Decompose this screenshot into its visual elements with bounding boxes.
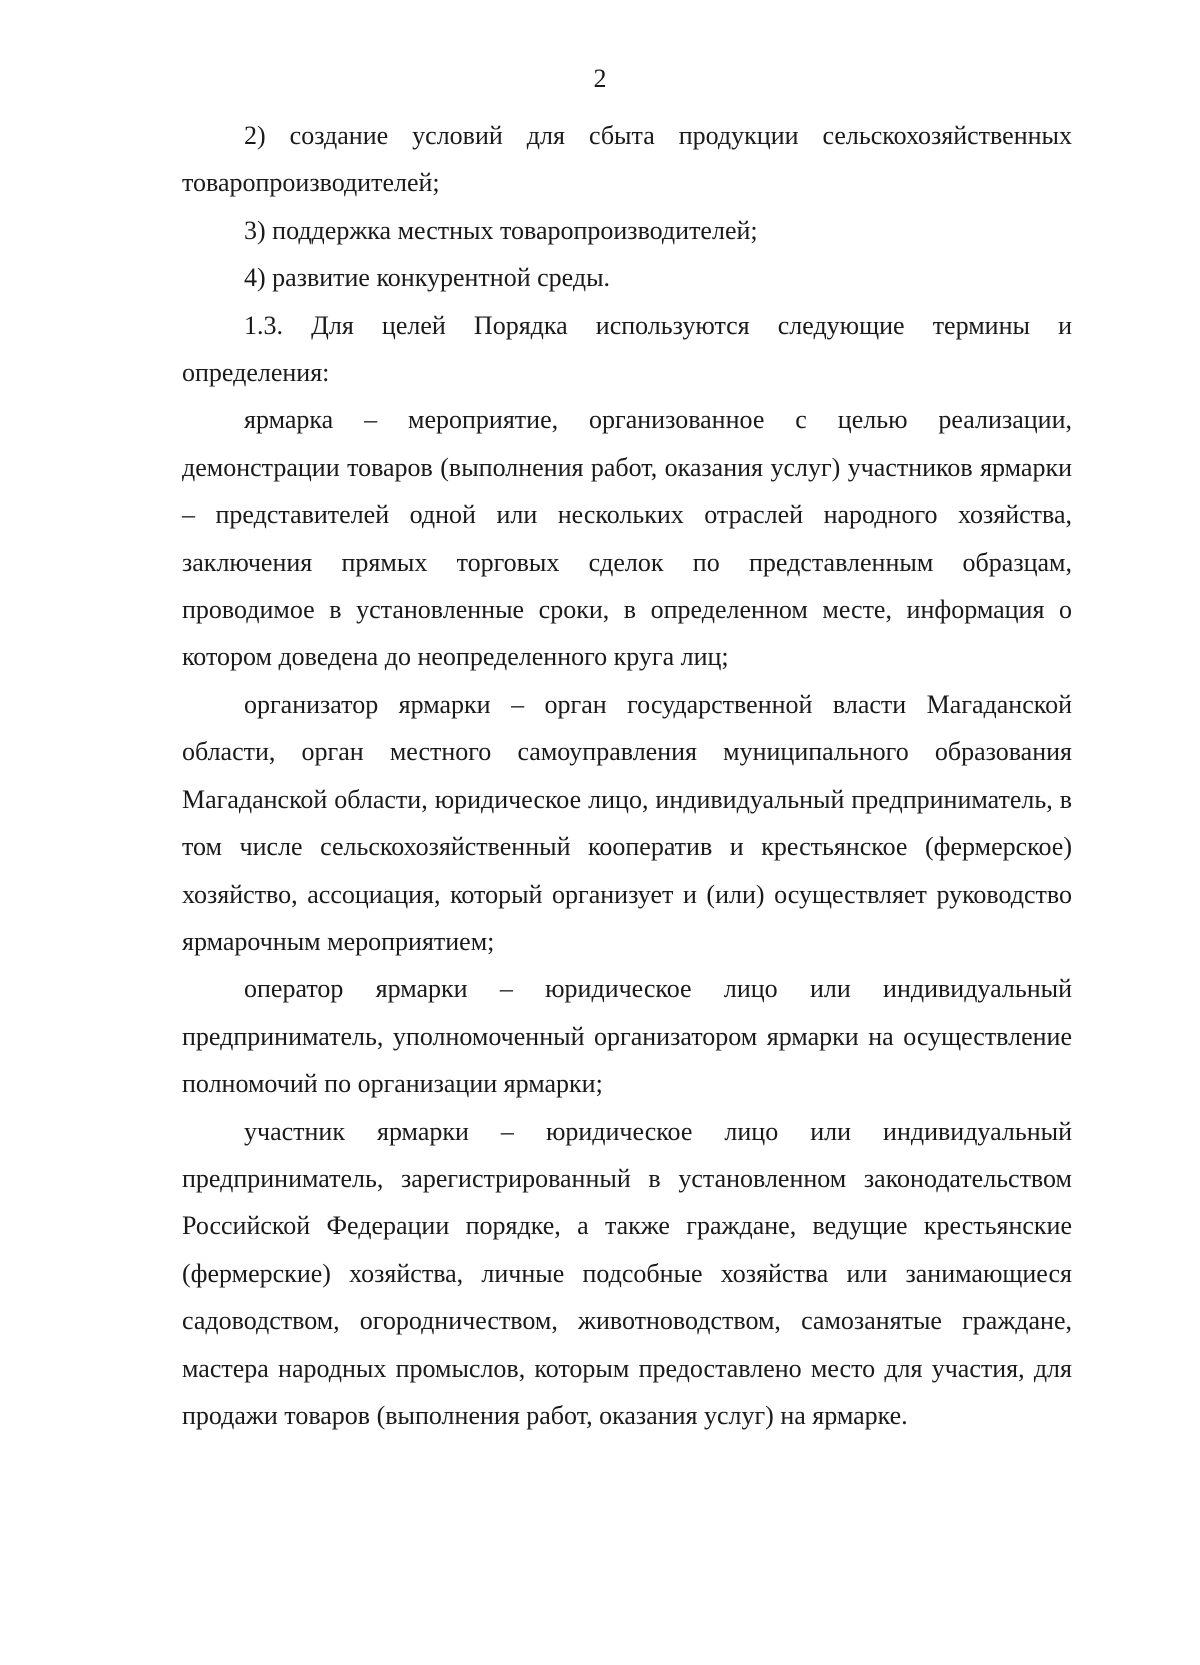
paragraph-definition-participant: участник ярмарки – юридическое лицо или индивидуальный предприниматель, зарегистрированный в установленном законодательством Российской Федерации порядке, а также граждане, ведущие крестьянские (фермерские) хозяйства, личные подсобные хозяйства или занимающиеся садоводством, огородничеством, животноводством, самозанятые граждане, мастера народных промыслов, которым предоставлено место для участия, для продажи товаров (выполнения работ, оказания услуг) на ярмарке. bbox=[182, 1116, 1072, 1430]
paragraph-definition-organizer: организатор ярмарки – орган государственной власти Магаданской области, орган местного самоуправления муниципального образования Магаданской области, юридическое лицо, индивидуальный предприниматель, в том числе сельскохозяйственный кооператив и крестьянское (фермерское) хозяйство, ассоциация, который организует и (или) осуществляет руководство ярмарочным мероприятием; bbox=[182, 689, 1072, 956]
body-text-block-1 bbox=[182, 112, 1072, 1439]
paragraph-item-3: 3) поддержка местных товаропроизводителей; bbox=[244, 215, 758, 245]
page-number: 2 bbox=[593, 64, 607, 93]
paragraph-clause-1-3: 1.3. Для целей Порядка используются следующие термины и определения: bbox=[182, 310, 1072, 388]
paragraph-definition-operator: оператор ярмарки – юридическое лицо или индивидуальный предприниматель, уполномоченный организатором ярмарки на осуществление полномочий по организации ярмарки; bbox=[182, 974, 1072, 1099]
paragraph-definition-yarmarka: ярмарка – мероприятие, организованное с целью реализации, демонстрации товаров (выполнения работ, оказания услуг) участников ярмарки – представителей одной или нескольких отраслей народного хозяйства, заключения прямых торговых сделок по представленным образцам, проводимое в установленные сроки, в определенном месте, информация о котором доведена до неопределенного круга лиц; bbox=[182, 405, 1072, 672]
paragraph-item-2: 2) создание условий для сбыта продукции сельскохозяйственных товаропроизводителей; bbox=[182, 121, 1072, 198]
paragraph-item-4: 4) развитие конкурентной среды. bbox=[244, 263, 611, 293]
